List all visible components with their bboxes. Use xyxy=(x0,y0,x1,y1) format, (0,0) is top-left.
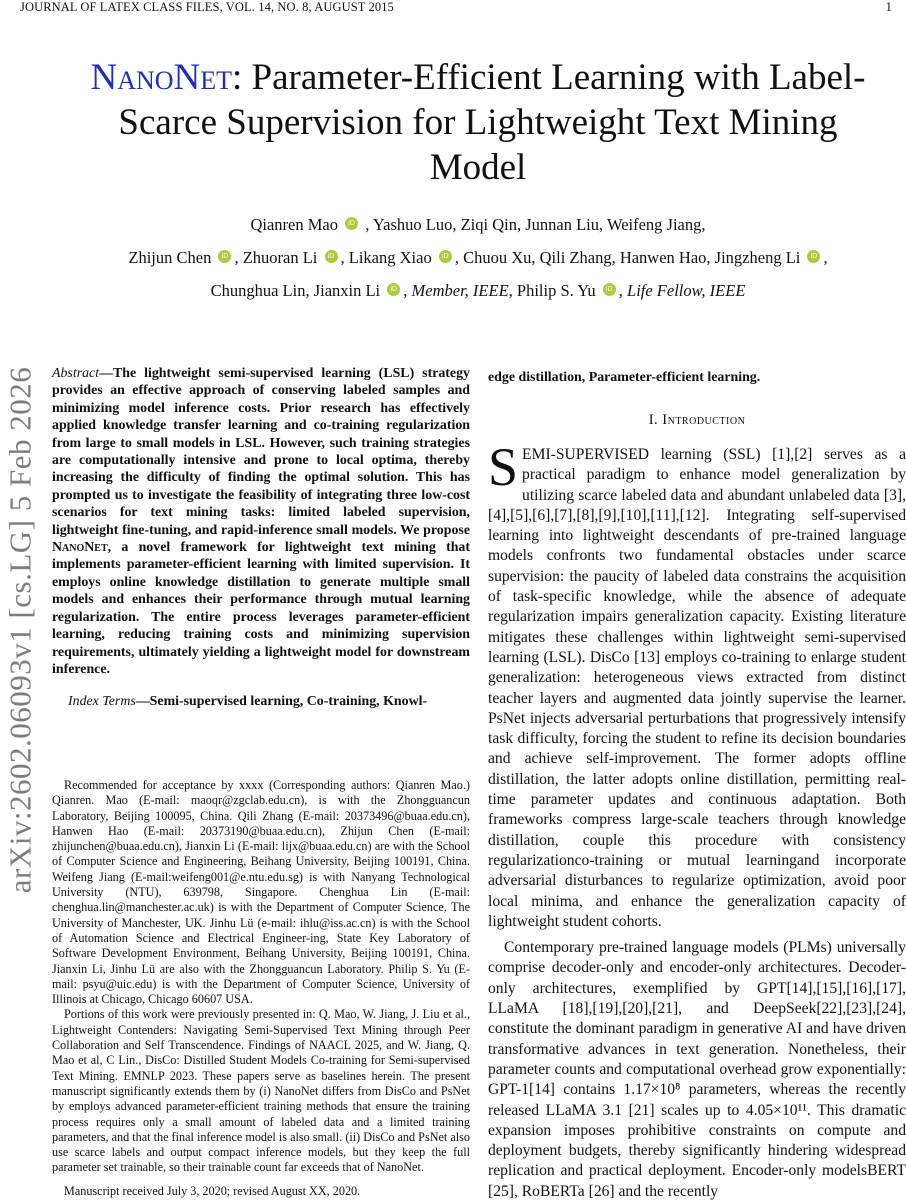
author-line-1: Qianren Mao iD , Yashuo Luo, Ziqi Qin, Junnan Liu, Weifeng Jiang, xyxy=(250,215,706,234)
orcid-icon[interactable]: iD xyxy=(807,250,820,263)
orcid-icon[interactable]: iD xyxy=(218,250,231,263)
section-title: I. Introduction xyxy=(648,412,746,428)
author-name: Chunghua Lin, Jianxin Li xyxy=(210,281,381,300)
author-name: Likang Xiao xyxy=(348,248,432,267)
abstract-text: —The lightweight semi-supervised learning (LSL) strategy provides an effective approach of conserving labeled samples and minimizing model inference costs. Prior research has effectively applied knowledge transfer learning and co-training regularization from large to small models in LSL. However, such training strategies are computationally intensive and prone to local optima, thereby increasing the difficulty of finding the optimal solution. This has prompted us to investigate the feasibility of integrating three low-cost scenarios for text mining tasks: limited labeled supervision, lightweight fine-tuning, and rapid-inference small models. We propose xyxy=(52,366,470,538)
page-number: 1 xyxy=(885,0,892,14)
arxiv-id: arXiv:2602.06093v1 [cs.LG] 5 Feb 2026 xyxy=(2,366,37,894)
footnotes xyxy=(52,778,470,1199)
abstract-label: Abstract xyxy=(52,366,100,381)
introduction-body xyxy=(488,437,906,1202)
index-terms-label: Index Terms xyxy=(68,694,136,709)
journal-header: JOURNAL OF LATEX CLASS FILES, VOL. 14, NO. 8, AUGUST 2015 xyxy=(20,0,394,14)
footnote-received: Manuscript received July 3, 2020; revised August XX, 2020. xyxy=(64,1183,361,1198)
intro-text: EMI-SUPERVISED learning (SSL) [1],[2] serves as a practical paradigm to enhance model generalization by utilizing scarce labeled data and abundant unlabeled data [3],[4],[5],[6],[7],[8],[9],[10],[11],[12]. Integrating self-supervised learning into lightweight descendants of pre-trained language models confronts two fundamental obstacles under scarce supervision: the paucity of labeled data constrains the acquisition of task-specific knowledge, while the absence of adequate regularization impairs generalization capacity. Existing literature mitigates these challenges within lightweight semi-supervised learning (LSL). DisCo [13] employs co-training to enlarge student generalization: heterogeneous views extracted from distinct teacher layers and augmented data jointly supervise the learner. PsNet injects adversarial perturbations that progressively intensify task difficulty, forcing the student to refine its decision boundaries and achieve self-improvement. The former adopts offline distillation, the latter adopts online distillation, permitting real-time parameter updates and continuous adaptation. Both frameworks compress large-scale teachers through knowledge distillation, couple this procedure with consistency regularizationco-training or mutual learningand incorporate adversarial disturbances to regularize optimization, avoid poor local minima, and enhance the generalization capacity of lightweight student cohorts. xyxy=(488,446,906,930)
drop-cap: S xyxy=(488,437,519,497)
orcid-icon[interactable]: iD xyxy=(345,217,358,230)
author-affiliation: Member, IEEE xyxy=(411,281,509,300)
intro-paragraph-1 xyxy=(488,437,906,932)
orcid-icon[interactable]: iD xyxy=(439,250,452,263)
abstract-method-name: NanoNet xyxy=(52,540,108,556)
author-list xyxy=(40,208,906,307)
author-name: Zhuoran Li xyxy=(242,248,318,267)
arxiv-sidebar xyxy=(0,335,44,925)
footnote-prior-work: Portions of this work were previously presented in: Q. Mao, W. Jiang, J. Liu et al., Lightweight Contenders: Navigating Semi-Supervised Text Mining through Peer Collaboration and Self Transcendence. Findings of NAACL 2025, and W. Jiang, Q. Mao et al, C Lin., DisCo: Distilled Student Models Co-training for Semi-supervised Text Mining. EMNLP 2023. These papers serve as baselines herein. The present manuscript significantly extends them by (i) NanoNet differs from DisCo and PsNet by employs advanced parameter-efficient training methods that ensure the training process requires only a small amount of labeled data and a limited training parameters, and that the final inference model is also small. (ii) DisCo and PsNet also use scarce labels and output compact inference models, but they keep the full parameter set trainable, so their trainable count far exceeds that of NanoNet. xyxy=(52,1007,470,1175)
index-terms-continued: edge distillation, Parameter-efficient learning. xyxy=(488,370,761,385)
section-heading xyxy=(488,412,906,429)
abstract xyxy=(52,365,470,678)
author-name: Yashuo Luo, Ziqi Qin, Junnan Liu, Weifeng Jiang, xyxy=(372,215,706,234)
author-affiliation: Life Fellow, IEEE xyxy=(627,281,746,300)
abstract-text: , a novel framework for lightweight text mining that implements parameter-efficient learning with limited supervision. It employs online knowledge distillation to generate multiple small models and enhances their performance through mutual learning regularization. The entire process leverages parameter-efficient learning, reducing training costs and minimizing supervision requirements, ultimately yielding a lightweight model for downstream inference. xyxy=(52,540,470,677)
author-name: Philip S. Yu xyxy=(516,281,596,300)
author-name: Qianren Mao xyxy=(250,215,338,234)
running-header xyxy=(20,0,892,16)
title-rest: : Parameter-Efficient Learning with Label-Scarce Supervision for Lightweight Text Mining Model xyxy=(118,57,866,188)
intro-paragraph-2: Contemporary pre-trained language models (PLMs) universally comprise decoder-only and encoder-only architectures. Decoder-only architectures, exemplified by GPT[14],[15],[16],[17], LLaMA [18],[19],[20],[21], and DeepSeek[22],[23],[24], constitute the dominant paradigm in generative AI and have driven transformative advances in text generation. Nonetheless, their parameter counts and computational overhead grow exponentially: GPT-1[14] contains 1.17×10⁸ parameters, whereas the recently released LLaMA 3.1 [21] scales up to 4.05×10¹¹. This dramatic expansion imposes prohibitive constraints on compute and deployment budgets, thereby significantly hindering widespread replication and practical deployment. Encoder-only modelsBERT [25], RoBERTa [26] and the recently xyxy=(488,939,906,1200)
author-line-3: Chunghua Lin, Jianxin Li iD , Member, IEEE, Philip S. Yu iD , Life Fellow, IEEE xyxy=(210,281,746,300)
index-terms xyxy=(52,693,470,710)
footnote-affiliations: Recommended for acceptance by xxxx (Corresponding authors: Qianren Mao.) Qianren. Mao (E-mail: maoqr@zgclab.edu.cn), is with the Zhongguancun Laboratory, Beijing 100095, China. Qili Zhang (E-mail: 20373496@buaa.edu.cn), Hanwen Hao (E-mail: 20373190@buaa.edu.cn), Zhijun Chen (E-mail: zhijunchen@buaa.edu.cn), Jianxin Li (E-mail: lijx@buaa.edu.cn) are with the School of Computer Science and Engineering, Beihang University, Beijing 100191, China. Weifeng Jiang (E-mail:weifeng001@e.ntu.edu.sg) is with Nanyang Technological University (NTU), 639798, Singapore. Chenghua Lin (E-mail: chenghua.lin@manchester.ac.uk) is with the Department of Computer Science, The University of Manchester, UK. Jinhu Lü (e-mail: ihlu@iss.ac.cn) is with the School of Automation Science and Electrical Engineer-ing, State Key Laboratory of Software Development Environment, Beihang University, Beijing 100191, China. Jianxin Li, Jinhu Lü are also with the Zhongguancun Laboratory. Philip S. Yu (E-mail: psyu@uic.edu) is with the Department of Computer Science, University of Illinois at Chicago, Chicago 60607 USA. xyxy=(52,778,470,1007)
orcid-icon[interactable]: iD xyxy=(387,283,400,296)
author-name: Zhijun Chen xyxy=(128,248,212,267)
orcid-icon[interactable]: iD xyxy=(603,283,616,296)
title-method-name: NanoNet xyxy=(90,57,233,98)
paper-title xyxy=(80,55,876,190)
index-terms-text: —Semi-supervised learning, Co-training, Knowl- xyxy=(135,694,428,709)
author-name: Chuou Xu, Qili Zhang, Hanwen Hao, Jingzheng Li xyxy=(463,248,801,267)
orcid-icon[interactable]: iD xyxy=(325,250,338,263)
author-line-2: Zhijun Chen iD , Zhuoran Li iD , Likang Xiao iD , Chuou Xu, Qili Zhang, Hanwen Hao, Jingzheng Li iD , xyxy=(128,248,828,267)
